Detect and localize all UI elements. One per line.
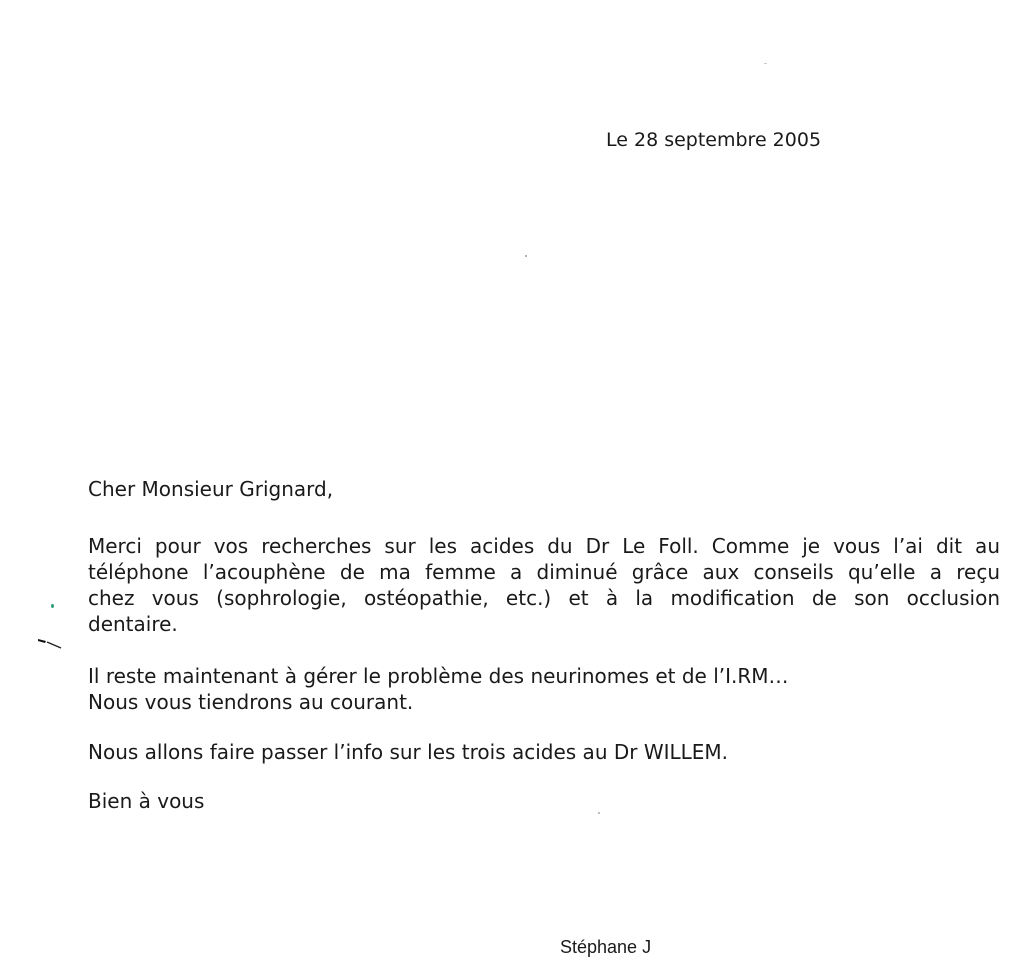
letter-signature: Stéphane J [560, 937, 652, 957]
paragraph-line: Nous vous tiendrons au courant. [88, 690, 414, 714]
paragraph-line: chez vous (sophrologie, ostéopathie, etc.) et à la modification de son occlusion [88, 586, 1000, 610]
paragraph-line: dentaire. [88, 612, 178, 636]
scan-speck [598, 812, 600, 814]
scan-speck [525, 255, 527, 257]
paragraph-thanks [88, 533, 1000, 637]
paragraph-remaining [88, 663, 1000, 715]
scan-speck [51, 604, 54, 608]
scan-mark [37, 636, 63, 650]
paragraph-info: Nous allons faire passer l’info sur les trois acides au Dr WILLEM. [88, 740, 729, 764]
paragraph-line: Il reste maintenant à gérer le problème des neurinomes et de l’I.RM… [88, 664, 789, 688]
letter-greeting: Cher Monsieur Grignard, [88, 477, 334, 501]
letter-date: Le 28 septembre 2005 [606, 129, 822, 151]
scan-speck [764, 63, 767, 64]
paragraph-line: Merci pour vos recherches sur les acides du Dr Le Foll. Comme je vous l’ai dit au [88, 534, 1000, 558]
letter-closing: Bien à vous [88, 789, 205, 813]
paragraph-line: téléphone l’acouphène de ma femme a diminué grâce aux conseils qu’elle a reçu [88, 560, 1000, 584]
